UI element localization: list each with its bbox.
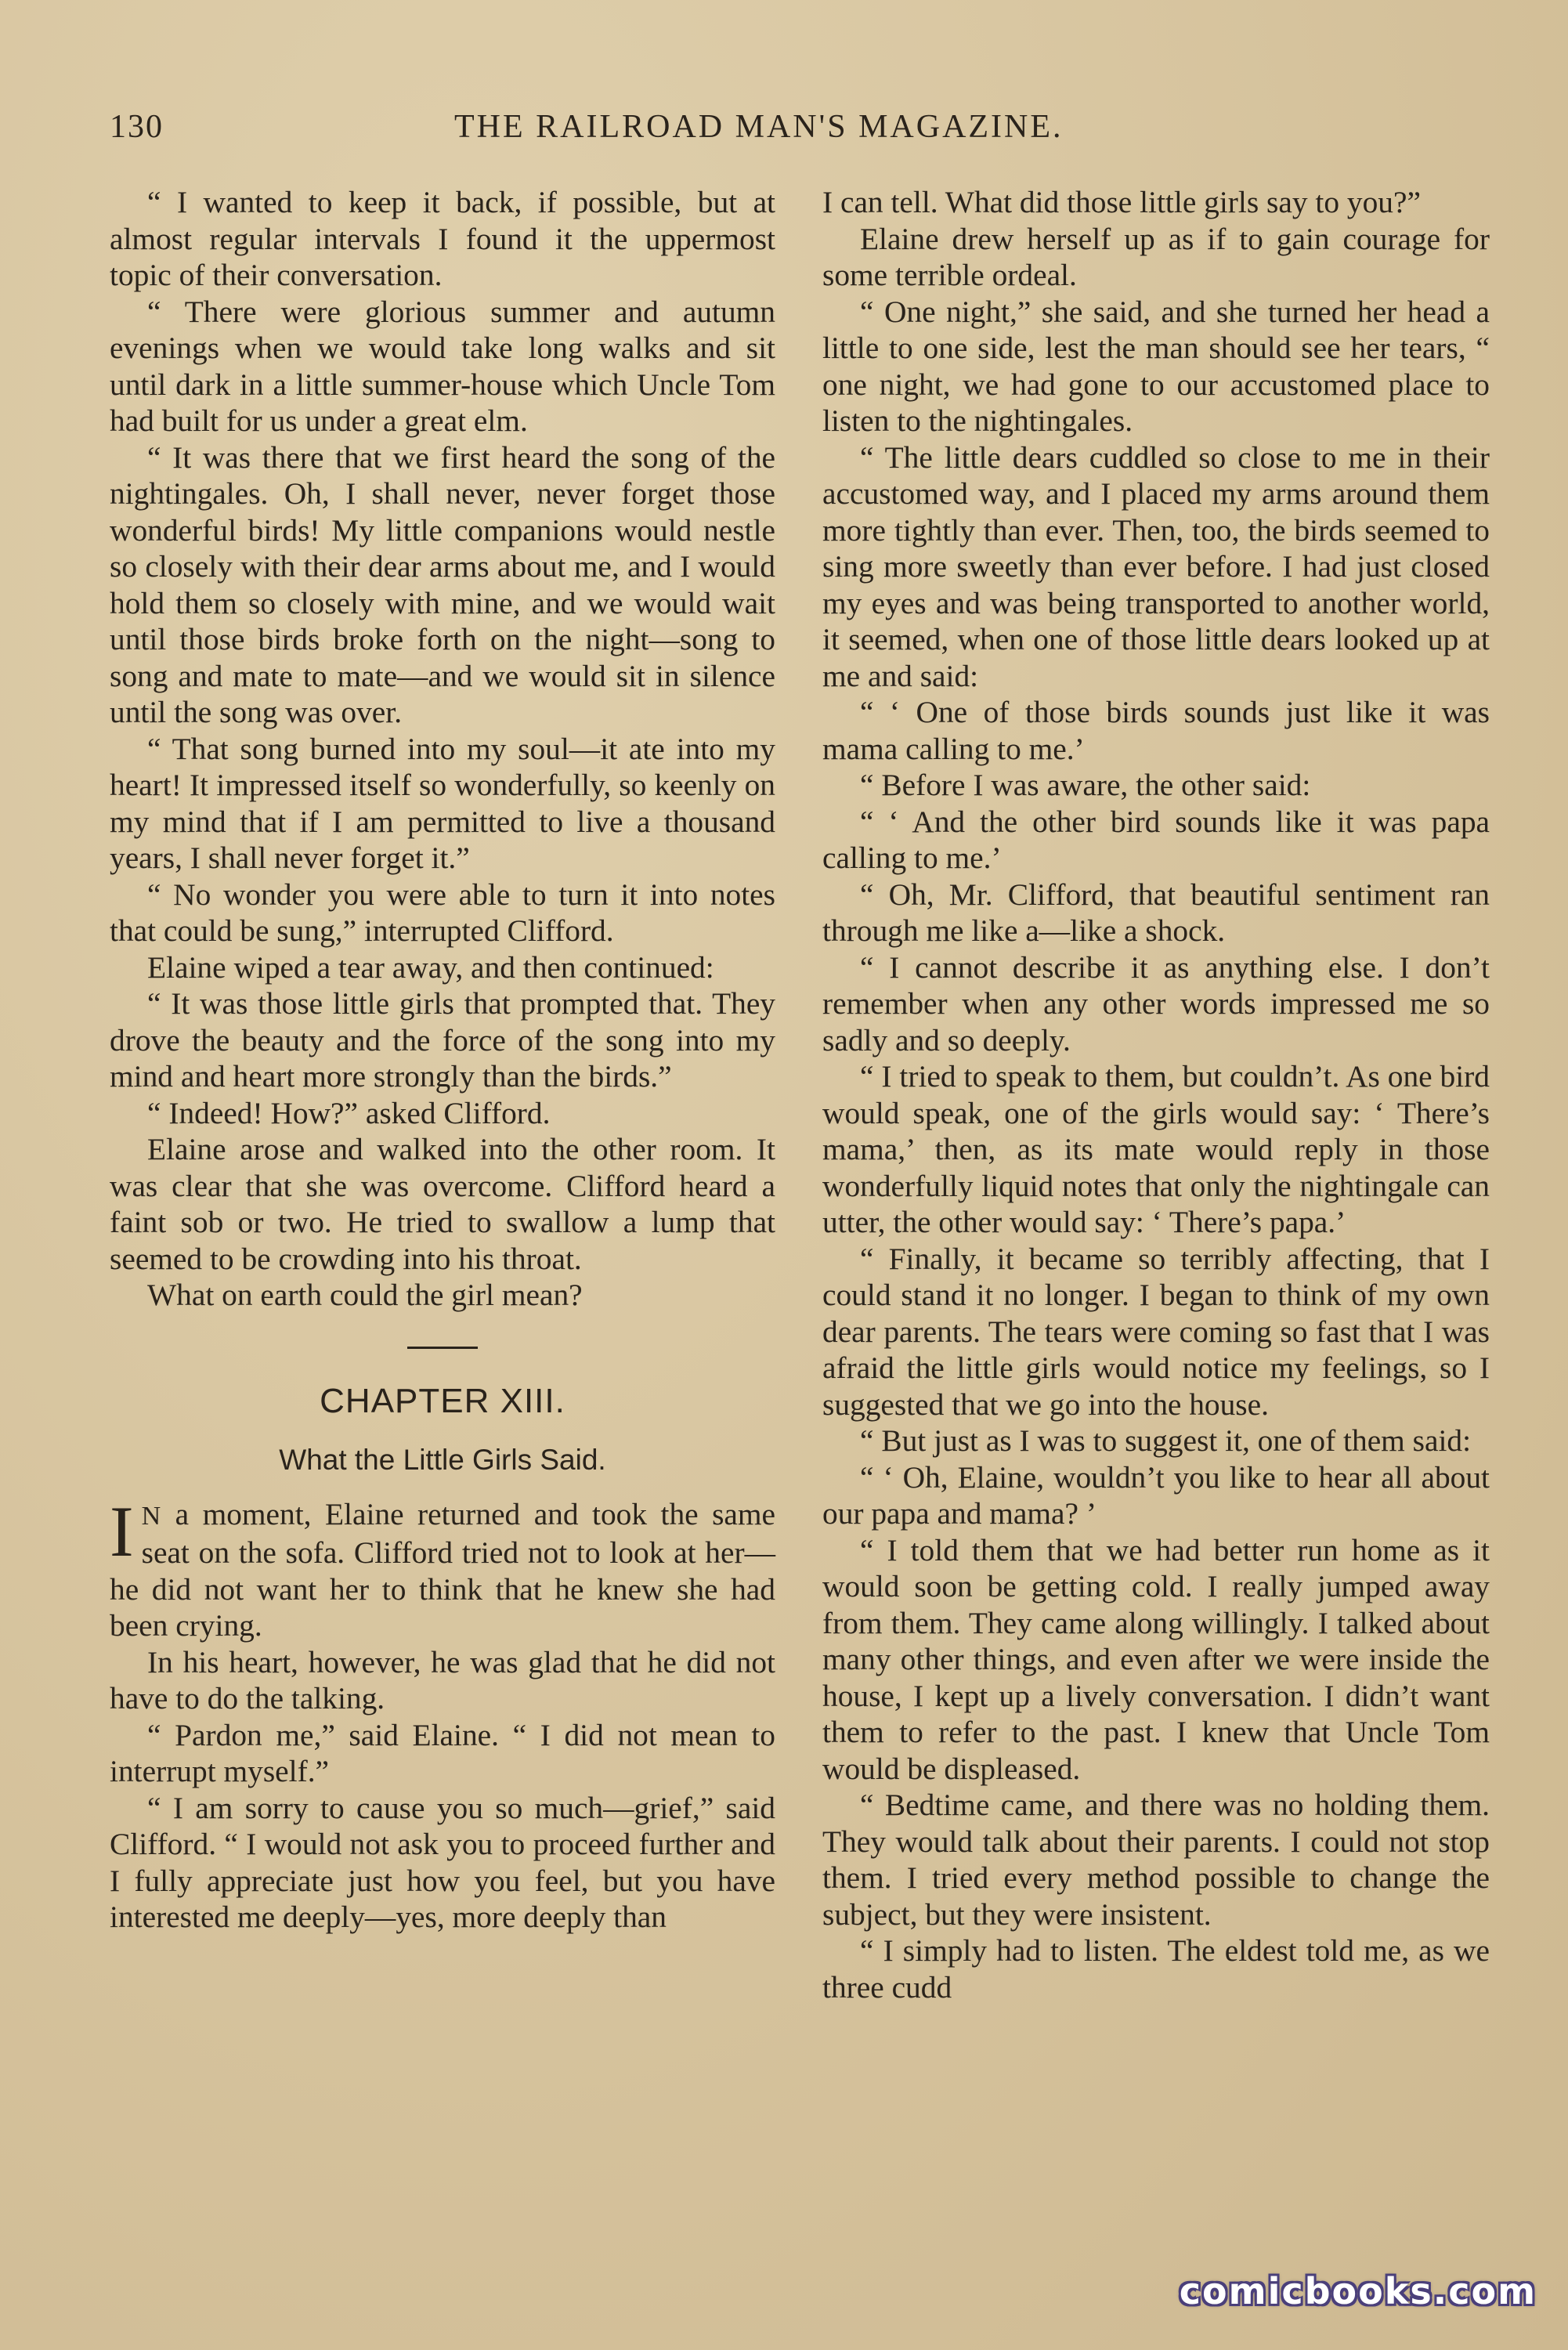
paragraph: “ That song burned into my soul—it ate into my heart! It impressed itself so wonderfully, so keenly on my mind that if I am permitted to live a thousand years, I shall never forget it.” <box>110 731 775 875</box>
paragraph: “ Bedtime came, and there was no holding them. They would talk about their parents. I could not stop them. I tried every method possible to change the subject, but they were insistent. <box>822 1788 1490 1932</box>
opening-paragraph-text: a moment, Elaine returned and took the same seat on the sofa. Clifford tried not to look at her—he did not want her to think that he knew she had been crying. <box>110 1496 775 1643</box>
paragraph: Elaine wiped a tear away, and then continued: <box>147 949 714 985</box>
paragraph: What on earth could the girl mean? <box>147 1278 583 1312</box>
running-title: THE RAILROAD MAN'S MAGAZINE. <box>454 109 1064 145</box>
paragraph: “ Before I was aware, the other said: <box>860 768 1311 802</box>
right-column <box>822 184 1490 2005</box>
drop-cap-continuation: N <box>141 1501 162 1531</box>
watermark-logo: comicbooks.com <box>1179 2270 1537 2312</box>
paragraph: “ There were glorious summer and autumn evenings when we would take long walks and sit until dark in a little summer-house which Uncle Tom had built for us under a great elm. <box>110 294 775 438</box>
opening-paragraph <box>110 1491 775 1644</box>
paragraph: “ It was those little girls that prompted that. They drove the beauty and the force of the song into my mind and heart more strongly than the birds.” <box>110 986 775 1094</box>
left-column <box>110 184 775 1936</box>
paragraph: “ ‘ One of those birds sounds just like it was mama calling to me.’ <box>822 695 1490 766</box>
paragraph: “ But just as I was to suggest it, one of them said: <box>860 1423 1472 1458</box>
paragraph: “ Indeed! How?” asked Clifford. <box>147 1095 551 1130</box>
paragraph: “ I cannot describe it as anything else. I don’t remember when any other words impressed me so sadly and so deeply. <box>822 949 1490 1058</box>
paragraph: “ I told them that we had better run home as it would soon be getting cold. I really jumped away from them. They came along willingly. I talked about many other things, and even after we were inside the house, I kept up a lively conversation. I didn’t want them to refer to the past. I knew that Uncle Tom would be displeased. <box>822 1532 1490 1786</box>
chapter-title: CHAPTER XIII. <box>320 1381 565 1420</box>
chapter-subtitle: What the Little Girls Said. <box>279 1443 606 1476</box>
page-header <box>110 108 1482 155</box>
paragraph: “ Oh, Mr. Clifford, that beautiful sentiment ran through me like a—like a shock. <box>822 877 1490 948</box>
paragraph: “ I wanted to keep it back, if possible, but at almost regular intervals I found it the uppermost topic of their conversation. <box>110 185 775 292</box>
paragraph: “ I am sorry to cause you so much—grief,” said Clifford. “ I would not ask you to proceed further and I fully appreciate just how you feel, but you have interested me deeply—yes, more deeply than <box>110 1790 775 1934</box>
drop-cap: I <box>110 1491 134 1571</box>
paragraph: “ One night,” she said, and she turned her head a little to one side, lest the man should see her tears, “ one night, we had gone to our accustomed place to listen to the nightingales. <box>822 294 1490 438</box>
paragraph: Elaine drew herself up as if to gain courage for some terrible ordeal. <box>822 221 1490 292</box>
paragraph: “ ‘ Oh, Elaine, wouldn’t you like to hear all about our papa and mama? ’ <box>822 1459 1490 1531</box>
paragraph: “ No wonder you were able to turn it into notes that could be sung,” interrupted Clifford. <box>110 877 775 948</box>
paragraph: In his heart, however, he was glad that he did not have to do the talking. <box>110 1644 775 1716</box>
page-number: 130 <box>110 109 164 145</box>
paragraph: “ The little dears cuddled so close to me in their accustomed way, and I placed my arms around them more tightly than ever. Then, too, the birds seemed to sing more sweetly than ever before. I had just closed my eyes and was being transported to another world, it seemed, when one of those little dears looked up at me and said: <box>822 439 1490 693</box>
paragraph-continuation: I can tell. What did those little girls say to you?” <box>822 185 1421 219</box>
paragraph: “ Finally, it became so terribly affecting, that I could stand it no longer. I began to think of my own dear parents. The tears were coming so fast that I was afraid the little girls would notice my feelings, so I suggested that we go into the house. <box>822 1241 1490 1422</box>
paragraph: “ I simply had to listen. The eldest told me, as we three cudd <box>822 1933 1490 2005</box>
paragraph: “ ‘ And the other bird sounds like it was papa calling to me.’ <box>822 804 1490 875</box>
paragraph: Elaine arose and walked into the other room. It was clear that she was overcome. Clifford heard a faint sob or two. He tried to swallow a lump that seemed to be crowding into his throat. <box>110 1132 775 1276</box>
paragraph: “ It was there that we first heard the song of the nightingales. Oh, I shall never, never forget those wonderful birds! My little companions would nestle so closely with their dear arms about me, and I would hold them so closely with mine, and we would wait until those birds broke forth on the night—song to song and mate to mate—and we would sit in silence until the song was over. <box>110 439 775 729</box>
section-divider <box>407 1347 478 1349</box>
paragraph: “ I tried to speak to them, but couldn’t. As one bird would speak, one of the girls would say: ‘ There’s mama,’ then, as its mate would reply in those wonderfully liquid notes that only the nightingale can utter, the other would say: ‘ There’s papa.’ <box>822 1059 1490 1239</box>
paragraph: “ Pardon me,” said Elaine. “ I did not mean to interrupt myself.” <box>110 1717 775 1788</box>
